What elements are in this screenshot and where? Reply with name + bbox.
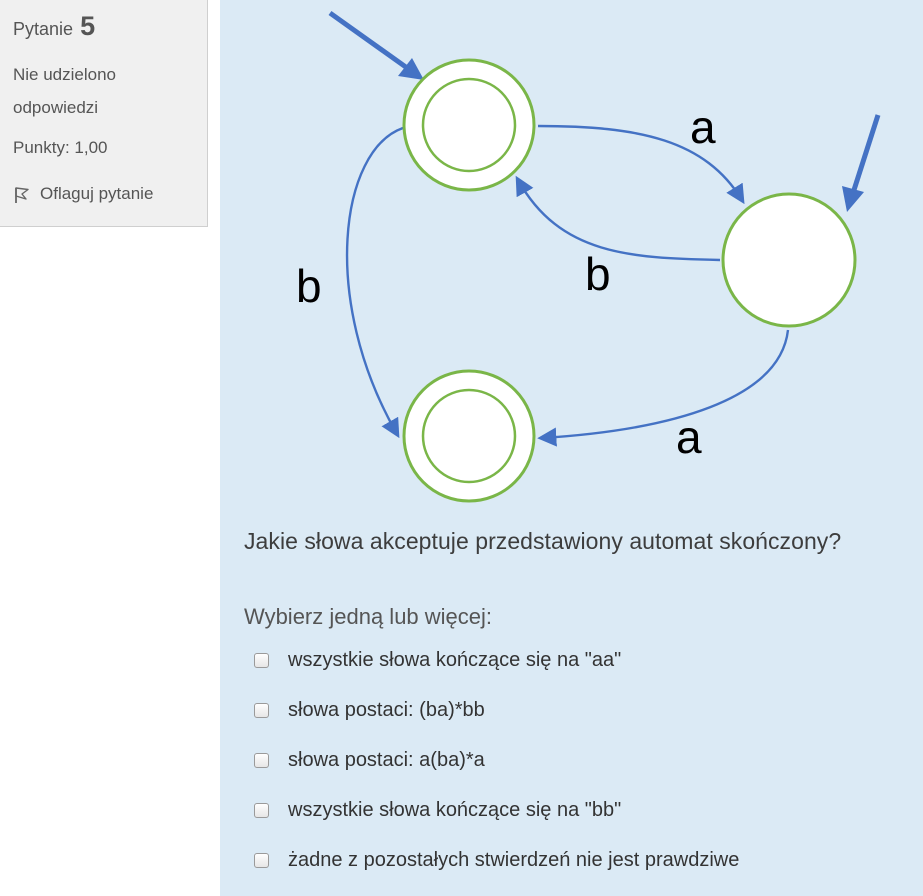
start-arrow-top: [330, 13, 424, 80]
question-info-panel: [0, 0, 208, 227]
question-number: 5: [80, 11, 96, 41]
answer-checkbox-5[interactable]: [254, 853, 269, 868]
answer-option-5[interactable]: [254, 840, 739, 880]
answer-label-5: żadne z pozostałych stwierdzeń nie jest prawdziwe: [288, 848, 740, 871]
question-text: Jakie słowa akceptuje przedstawiony automat skończony?: [244, 528, 842, 554]
answer-label-2: słowa postaci: (ba)*bb: [288, 698, 485, 721]
question-state: Nie udzielono odpowiedzi: [13, 65, 117, 117]
answer-option-4[interactable]: [254, 790, 621, 830]
flag-icon: [13, 185, 30, 204]
answer-prompt: Wybierz jedną lub więcej:: [244, 604, 493, 629]
state-q2-accepting: [404, 371, 534, 501]
answer-option-2[interactable]: [254, 690, 485, 730]
answer-checkbox-3[interactable]: [254, 753, 269, 768]
label-bottom-a: a: [676, 411, 702, 463]
answer-checkbox-2[interactable]: [254, 703, 269, 718]
answer-label-4: wszystkie słowa kończące się na "bb": [288, 798, 622, 821]
transition-q0-q2-b: [347, 128, 403, 434]
state-q0-accepting: [404, 60, 534, 190]
question-content: [220, 0, 923, 896]
flag-question-label: Oflaguj pytanie: [40, 184, 154, 203]
flag-question-button[interactable]: [13, 181, 207, 207]
answer-option-1[interactable]: [254, 640, 621, 680]
label-top-a: a: [690, 101, 716, 153]
start-arrow-right: [842, 115, 878, 212]
question-label: Pytanie: [13, 19, 74, 39]
transition-q1-q0-b: [518, 180, 720, 260]
answer-checkbox-1[interactable]: [254, 653, 269, 668]
label-mid-b: b: [585, 248, 611, 300]
answer-label-1: wszystkie słowa kończące się na "aa": [288, 648, 622, 671]
question-grade: Punkty: 1,00: [13, 138, 108, 157]
answer-option-3[interactable]: [254, 740, 485, 780]
label-left-b: b: [296, 260, 322, 312]
transition-q1-q2-a: [542, 330, 788, 438]
state-q1: [723, 194, 855, 326]
automaton-diagram: [220, 0, 923, 520]
answer-label-3: słowa postaci: a(ba)*a: [288, 748, 485, 771]
question-title: [13, 9, 207, 43]
answer-checkbox-4[interactable]: [254, 803, 269, 818]
